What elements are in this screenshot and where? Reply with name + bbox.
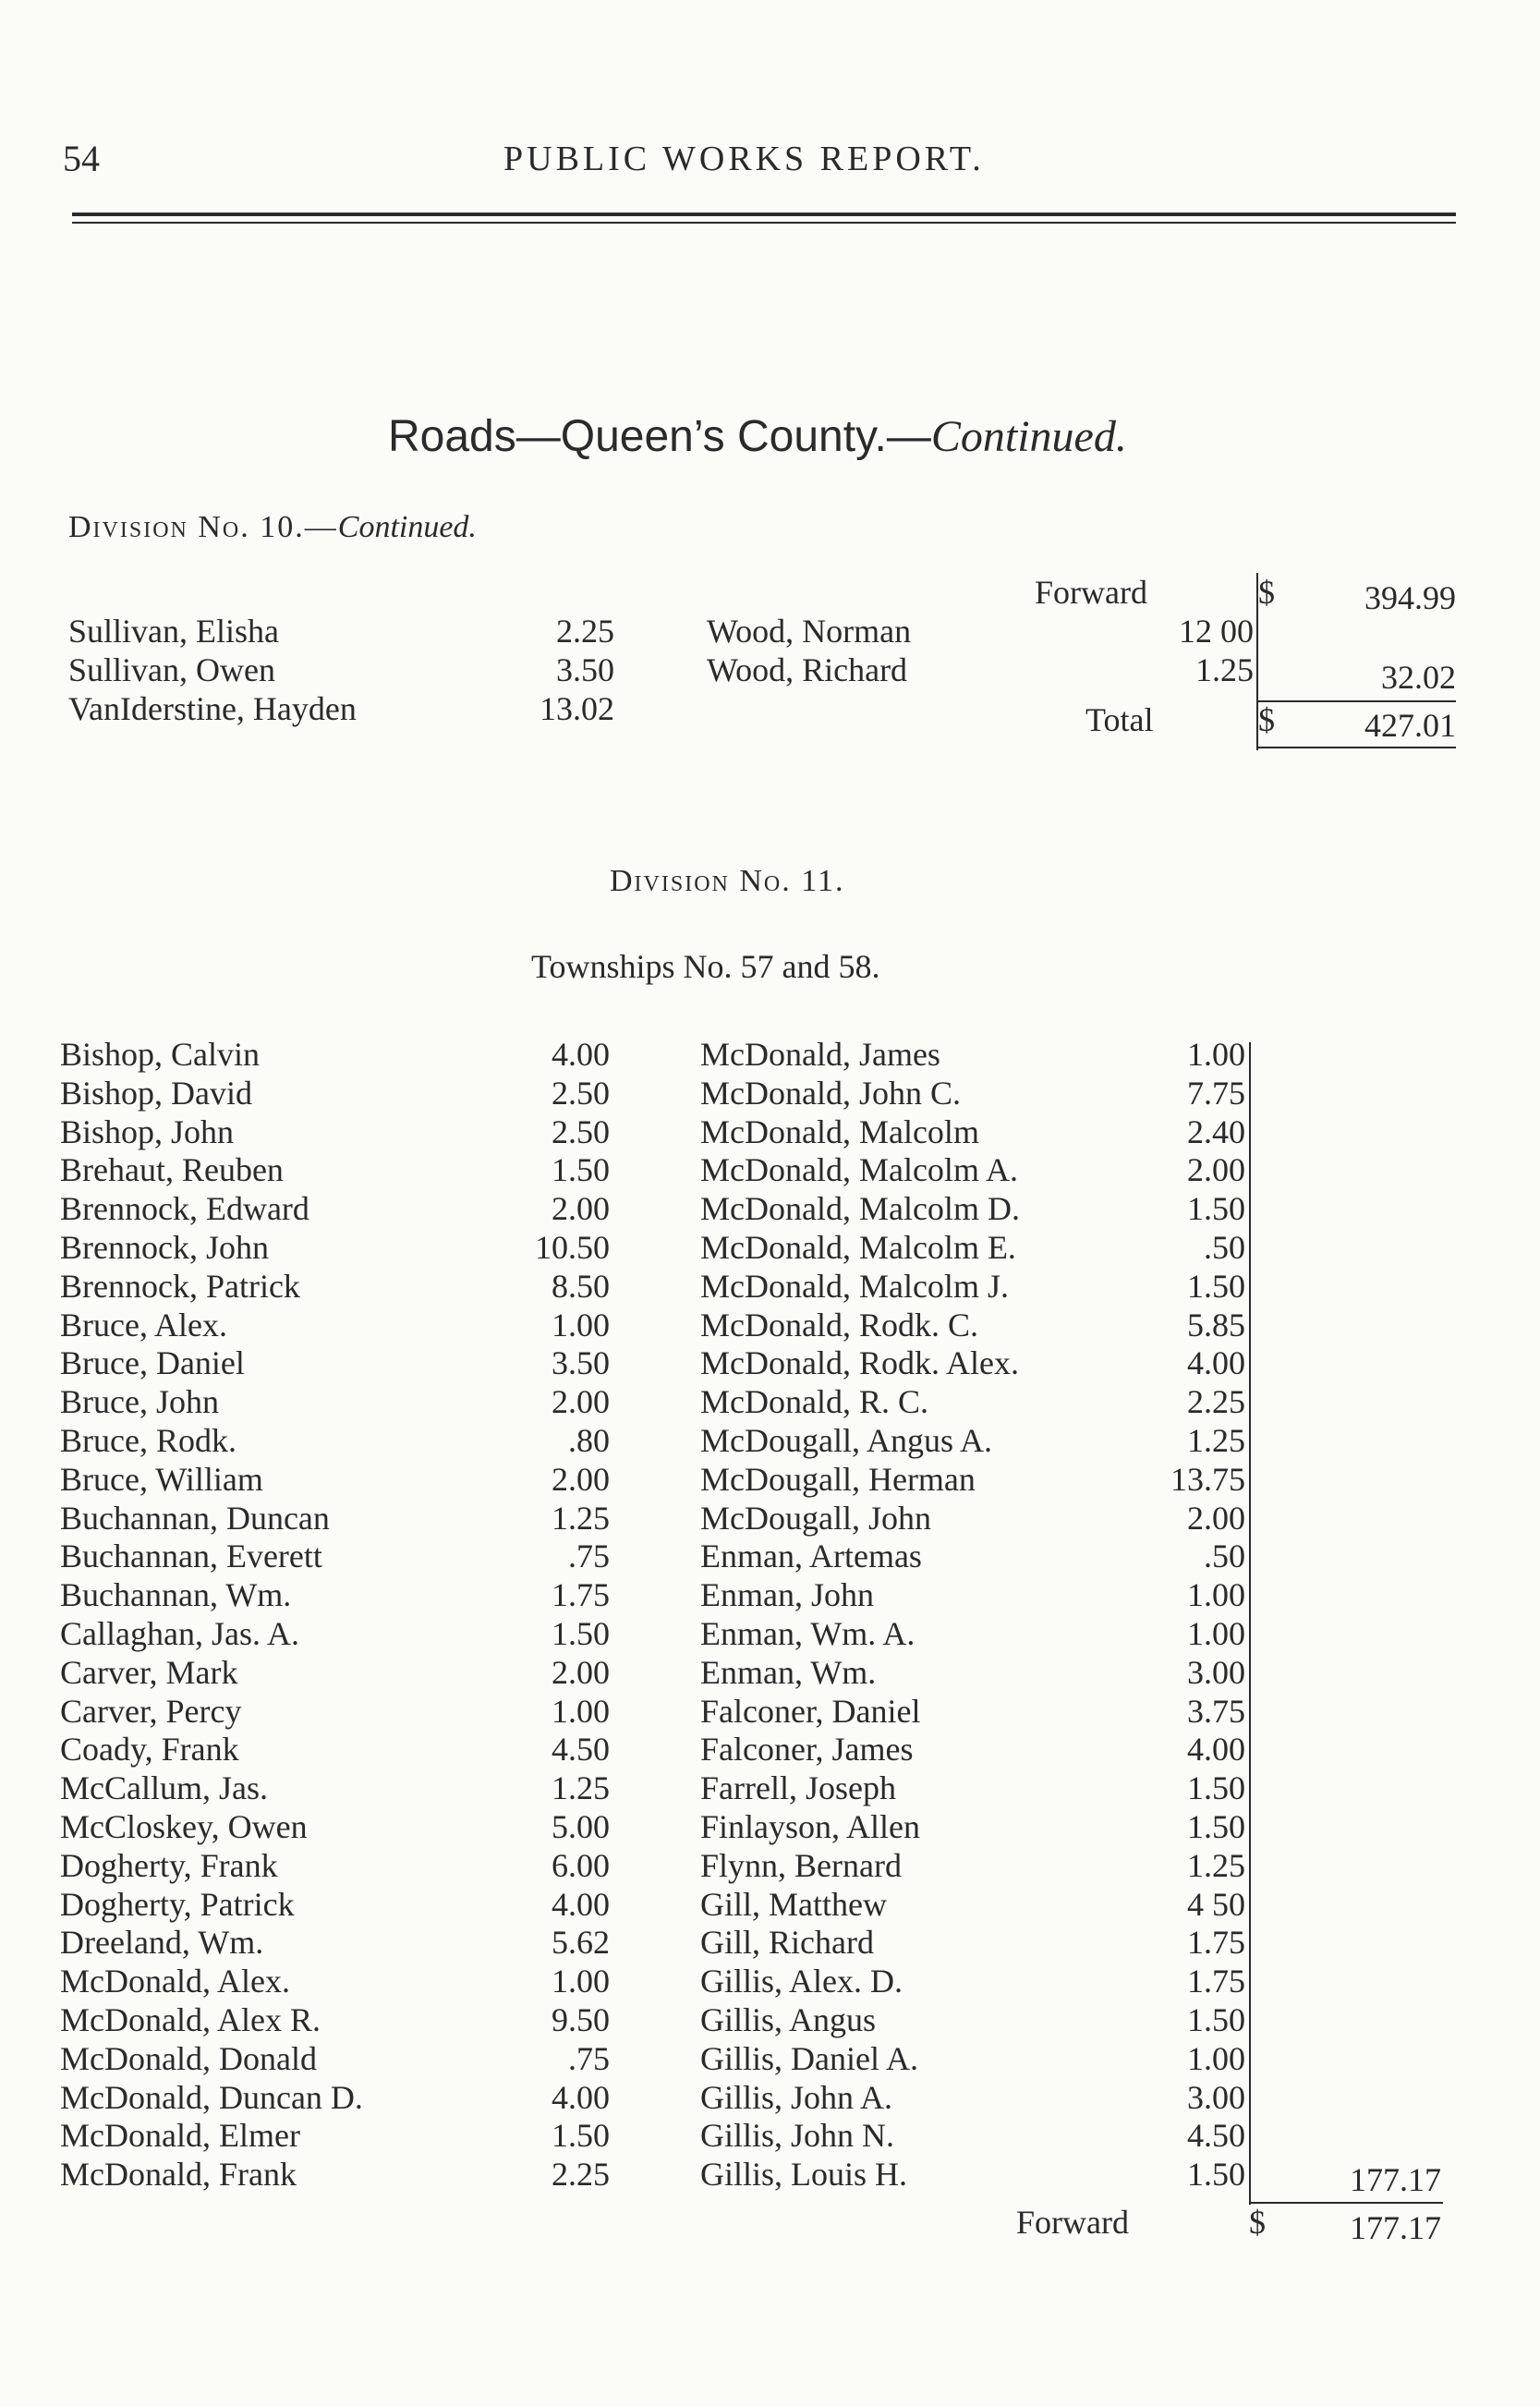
list-item-name: Finlayson, Allen [700, 1808, 921, 1845]
list-item-name: Carver, Mark [60, 1653, 238, 1691]
division-11-column-total: 177.17 [1350, 2161, 1441, 2198]
list-item-name: McDonald, Duncan D. [60, 2078, 363, 2116]
list-item-amount: 1.25 [1187, 1846, 1245, 1884]
list-item-name: Falconer, Daniel [700, 1692, 921, 1730]
header-rule-thin [72, 222, 1456, 224]
list-item-name: Enman, John [700, 1576, 874, 1614]
list-item-amount: 1.00 [1187, 1036, 1245, 1073]
list-item-name: McDougall, Herman [700, 1460, 976, 1498]
list-item-amount: 4.00 [1187, 1731, 1245, 1769]
division-11-forward-dollar: $ [1249, 2204, 1266, 2241]
list-item-amount: 1.50 [1187, 1267, 1245, 1305]
division-10-heading [68, 510, 477, 545]
list-item-amount: 2.25 [552, 2156, 610, 2194]
list-item-name: Gillis, Daniel A. [700, 2039, 918, 2077]
subtotal-rule [1258, 700, 1456, 702]
list-item-amount: 2.40 [1187, 1112, 1245, 1150]
list-item-amount: 4.00 [1187, 1344, 1245, 1382]
list-item-name: Bruce, Alex. [60, 1306, 227, 1343]
list-item-amount: 2.25 [556, 613, 614, 650]
list-item-amount: 3.50 [556, 651, 614, 688]
list-item-amount: 1.50 [552, 1151, 610, 1189]
list-item-name: McDonald, Frank [60, 2156, 297, 2194]
list-item-name: Coady, Frank [60, 1731, 239, 1769]
townships-heading: Townships No. 57 and 58. [531, 948, 880, 985]
header-rule [72, 213, 1456, 216]
list-item-name: Bruce, John [60, 1383, 219, 1421]
division-10-label: Division No. 10.— [68, 510, 338, 544]
list-item-amount: 4.50 [1187, 2117, 1245, 2155]
list-item-amount: 1.25 [552, 1769, 610, 1807]
list-item-amount: 12 00 [1179, 613, 1254, 650]
list-item-amount: 4.00 [552, 1885, 610, 1923]
list-item-amount: 1.50 [1187, 1769, 1245, 1807]
list-item-amount: 2.00 [1187, 1499, 1245, 1537]
list-item-name: Brennock, Patrick [60, 1267, 300, 1305]
list-item-amount: 1.75 [1187, 1924, 1245, 1962]
list-item-amount: 1.25 [1195, 651, 1254, 688]
list-item-name: McDonald, Malcolm [700, 1112, 979, 1150]
list-item-name: Farrell, Joseph [700, 1769, 896, 1807]
list-item-amount: .75 [568, 1538, 610, 1575]
list-item-amount: 10.50 [535, 1229, 610, 1266]
division-10-forward-value: 394.99 [1364, 579, 1456, 616]
list-item-amount: 1.25 [552, 1499, 610, 1537]
list-item-amount: .50 [1204, 1229, 1245, 1266]
list-item-name: Dogherty, Patrick [60, 1885, 295, 1923]
list-item-amount: 1.50 [1187, 1190, 1245, 1228]
list-item-name: Wood, Norman [707, 613, 912, 650]
list-item-name: Bishop, David [60, 1074, 253, 1112]
list-item-amount: 13.02 [540, 690, 614, 727]
list-item-name: Gillis, John N. [700, 2117, 895, 2155]
list-item-name: Bruce, William [60, 1460, 263, 1498]
list-item-name: Brennock, John [60, 1229, 269, 1266]
list-item-amount: 4.00 [552, 2078, 610, 2116]
list-item-name: McDonald, Malcolm A. [700, 1151, 1018, 1189]
list-item-name: McDonald, Rodk. Alex. [700, 1344, 1019, 1382]
list-item-amount: 13.75 [1170, 1460, 1245, 1498]
list-item-amount: 4.00 [552, 1036, 610, 1073]
list-item-name: McDonald, R. C. [700, 1383, 928, 1421]
division-11-heading: Division No. 11. [610, 864, 845, 898]
list-item-amount: 5.62 [552, 1924, 610, 1962]
list-item-name: Gillis, John A. [700, 2078, 893, 2116]
list-item-name: Callaghan, Jas. A. [60, 1615, 299, 1652]
list-item-amount: 4 50 [1187, 1885, 1245, 1923]
list-item-name: McDougall, Angus A. [700, 1422, 993, 1459]
division-10-total-label: Total [1085, 701, 1154, 738]
list-item-name: Buchannan, Everett [60, 1538, 322, 1575]
list-item-name: Flynn, Bernard [700, 1846, 902, 1884]
list-item-name: McDonald, Malcolm E. [700, 1229, 1016, 1266]
list-item-name: Dreeland, Wm. [60, 1924, 264, 1962]
list-item-amount: 1.00 [1187, 1615, 1245, 1652]
section-title-main: Roads—Queen’s County.— [388, 412, 931, 461]
list-item-name: McDonald, Elmer [60, 2117, 300, 2155]
list-item-amount: 1.00 [1187, 2039, 1245, 2077]
list-item-amount: 7.75 [1187, 1074, 1245, 1112]
list-item-name: McDonald, Malcolm J. [700, 1267, 1009, 1305]
list-item-amount: 1.50 [552, 1615, 610, 1652]
list-item-name: McDonald, Donald [60, 2039, 317, 2077]
list-item-name: Sullivan, Elisha [68, 613, 279, 650]
list-item-name: Bruce, Daniel [60, 1344, 245, 1382]
list-item-amount: 3.75 [1187, 1692, 1245, 1730]
list-item-name: Buchannan, Duncan [60, 1499, 330, 1537]
division-10-total-dollar: $ [1258, 701, 1275, 738]
list-item-name: Falconer, James [700, 1731, 914, 1769]
list-item-amount: 1.75 [552, 1576, 610, 1614]
list-item-amount: 8.50 [552, 1267, 610, 1305]
division-10-continued: Continued. [337, 510, 477, 544]
list-item-name: Bruce, Rodk. [60, 1422, 236, 1459]
running-title: PUBLIC WORKS REPORT. [503, 140, 985, 178]
division-10-forward-dollar: $ [1258, 574, 1275, 611]
list-item-name: McDonald, Rodk. C. [700, 1306, 978, 1343]
list-item-name: Enman, Artemas [700, 1538, 922, 1575]
list-item-amount: 1.50 [1187, 2001, 1245, 2038]
list-item-name: Gillis, Angus [700, 2001, 877, 2038]
list-item-amount: 2.00 [552, 1460, 610, 1498]
list-item-name: Dogherty, Frank [60, 1846, 278, 1884]
list-item-amount: 3.00 [1187, 2078, 1245, 2116]
list-item-amount: 1.75 [1187, 1963, 1245, 2000]
list-item-amount: 1.25 [1187, 1422, 1245, 1459]
list-item-name: McDonald, Alex. [60, 1963, 290, 2000]
division-11-forward-label: Forward [1016, 2204, 1129, 2241]
list-item-name: Gill, Richard [700, 1924, 874, 1962]
list-item-amount: 2.00 [1187, 1151, 1245, 1189]
list-item-amount: 1.00 [1187, 1576, 1245, 1614]
list-item-amount: 2.50 [552, 1112, 610, 1150]
list-item-name: Gillis, Alex. D. [700, 1963, 903, 2000]
list-item-amount: 1.00 [552, 1692, 610, 1730]
list-item-amount: 1.50 [552, 2117, 610, 2155]
list-item-name: McCloskey, Owen [60, 1808, 308, 1845]
list-item-amount: 3.00 [1187, 1653, 1245, 1691]
column-total-rule [1249, 2202, 1443, 2204]
division-10-forward-label: Forward [1035, 574, 1147, 611]
list-item-name: McDonald, James [700, 1036, 940, 1073]
list-item-amount: .50 [1204, 1538, 1245, 1575]
division-10-total-value: 427.01 [1364, 707, 1456, 744]
list-item-amount: 1.00 [552, 1306, 610, 1343]
list-item-amount: 3.50 [552, 1344, 610, 1382]
list-item-name: VanIderstine, Hayden [68, 690, 357, 727]
list-item-name: Gill, Matthew [700, 1885, 887, 1923]
list-item-amount: 2.00 [552, 1190, 610, 1228]
list-item-name: Buchannan, Wm. [60, 1576, 292, 1614]
list-item-name: Brennock, Edward [60, 1190, 309, 1228]
list-item-amount: 5.85 [1187, 1306, 1245, 1343]
list-item-amount: .75 [568, 2039, 610, 2077]
list-item-name: Bishop, John [60, 1112, 235, 1150]
list-item-name: Wood, Richard [707, 651, 908, 688]
list-item-amount: 1.50 [1187, 2156, 1245, 2194]
list-item-amount: .80 [568, 1422, 610, 1459]
list-item-amount: 2.00 [552, 1383, 610, 1421]
list-item-name: Carver, Percy [60, 1692, 242, 1730]
list-item-name: Sullivan, Owen [68, 651, 275, 688]
list-item-amount: 1.50 [1187, 1808, 1245, 1845]
page-number: 54 [63, 138, 100, 179]
list-item-amount: 6.00 [552, 1846, 610, 1884]
list-item-amount: 4.50 [552, 1731, 610, 1769]
list-item-amount: 2.00 [552, 1653, 610, 1691]
list-item-amount: 2.25 [1187, 1383, 1245, 1421]
list-item-name: McCallum, Jas. [60, 1769, 268, 1807]
list-item-name: Gillis, Louis H. [700, 2156, 908, 2194]
list-item-amount: 9.50 [552, 2001, 610, 2038]
list-item-amount: 1.00 [552, 1963, 610, 2000]
division-10-column-rule [1256, 573, 1258, 750]
list-item-name: Enman, Wm. A. [700, 1615, 916, 1652]
list-item-amount: 5.00 [552, 1808, 610, 1845]
division-11-forward-value: 177.17 [1350, 2209, 1441, 2246]
list-item-name: Enman, Wm. [700, 1653, 877, 1691]
division-11-column-rule [1249, 1042, 1251, 2205]
list-item-amount: 2.50 [552, 1074, 610, 1112]
total-rule [1258, 747, 1456, 748]
section-title-continued: Continued. [930, 412, 1127, 461]
list-item-name: McDonald, Alex R. [60, 2001, 321, 2038]
list-item-name: Bishop, Calvin [60, 1036, 261, 1073]
list-item-name: McDonald, Malcolm D. [700, 1190, 1020, 1228]
list-item-name: Brehaut, Reuben [60, 1151, 284, 1189]
division-10-subtotal: 32.02 [1381, 659, 1456, 696]
section-title [388, 411, 1127, 462]
list-item-name: McDonald, John C. [700, 1074, 961, 1112]
list-item-name: McDougall, John [700, 1499, 931, 1537]
